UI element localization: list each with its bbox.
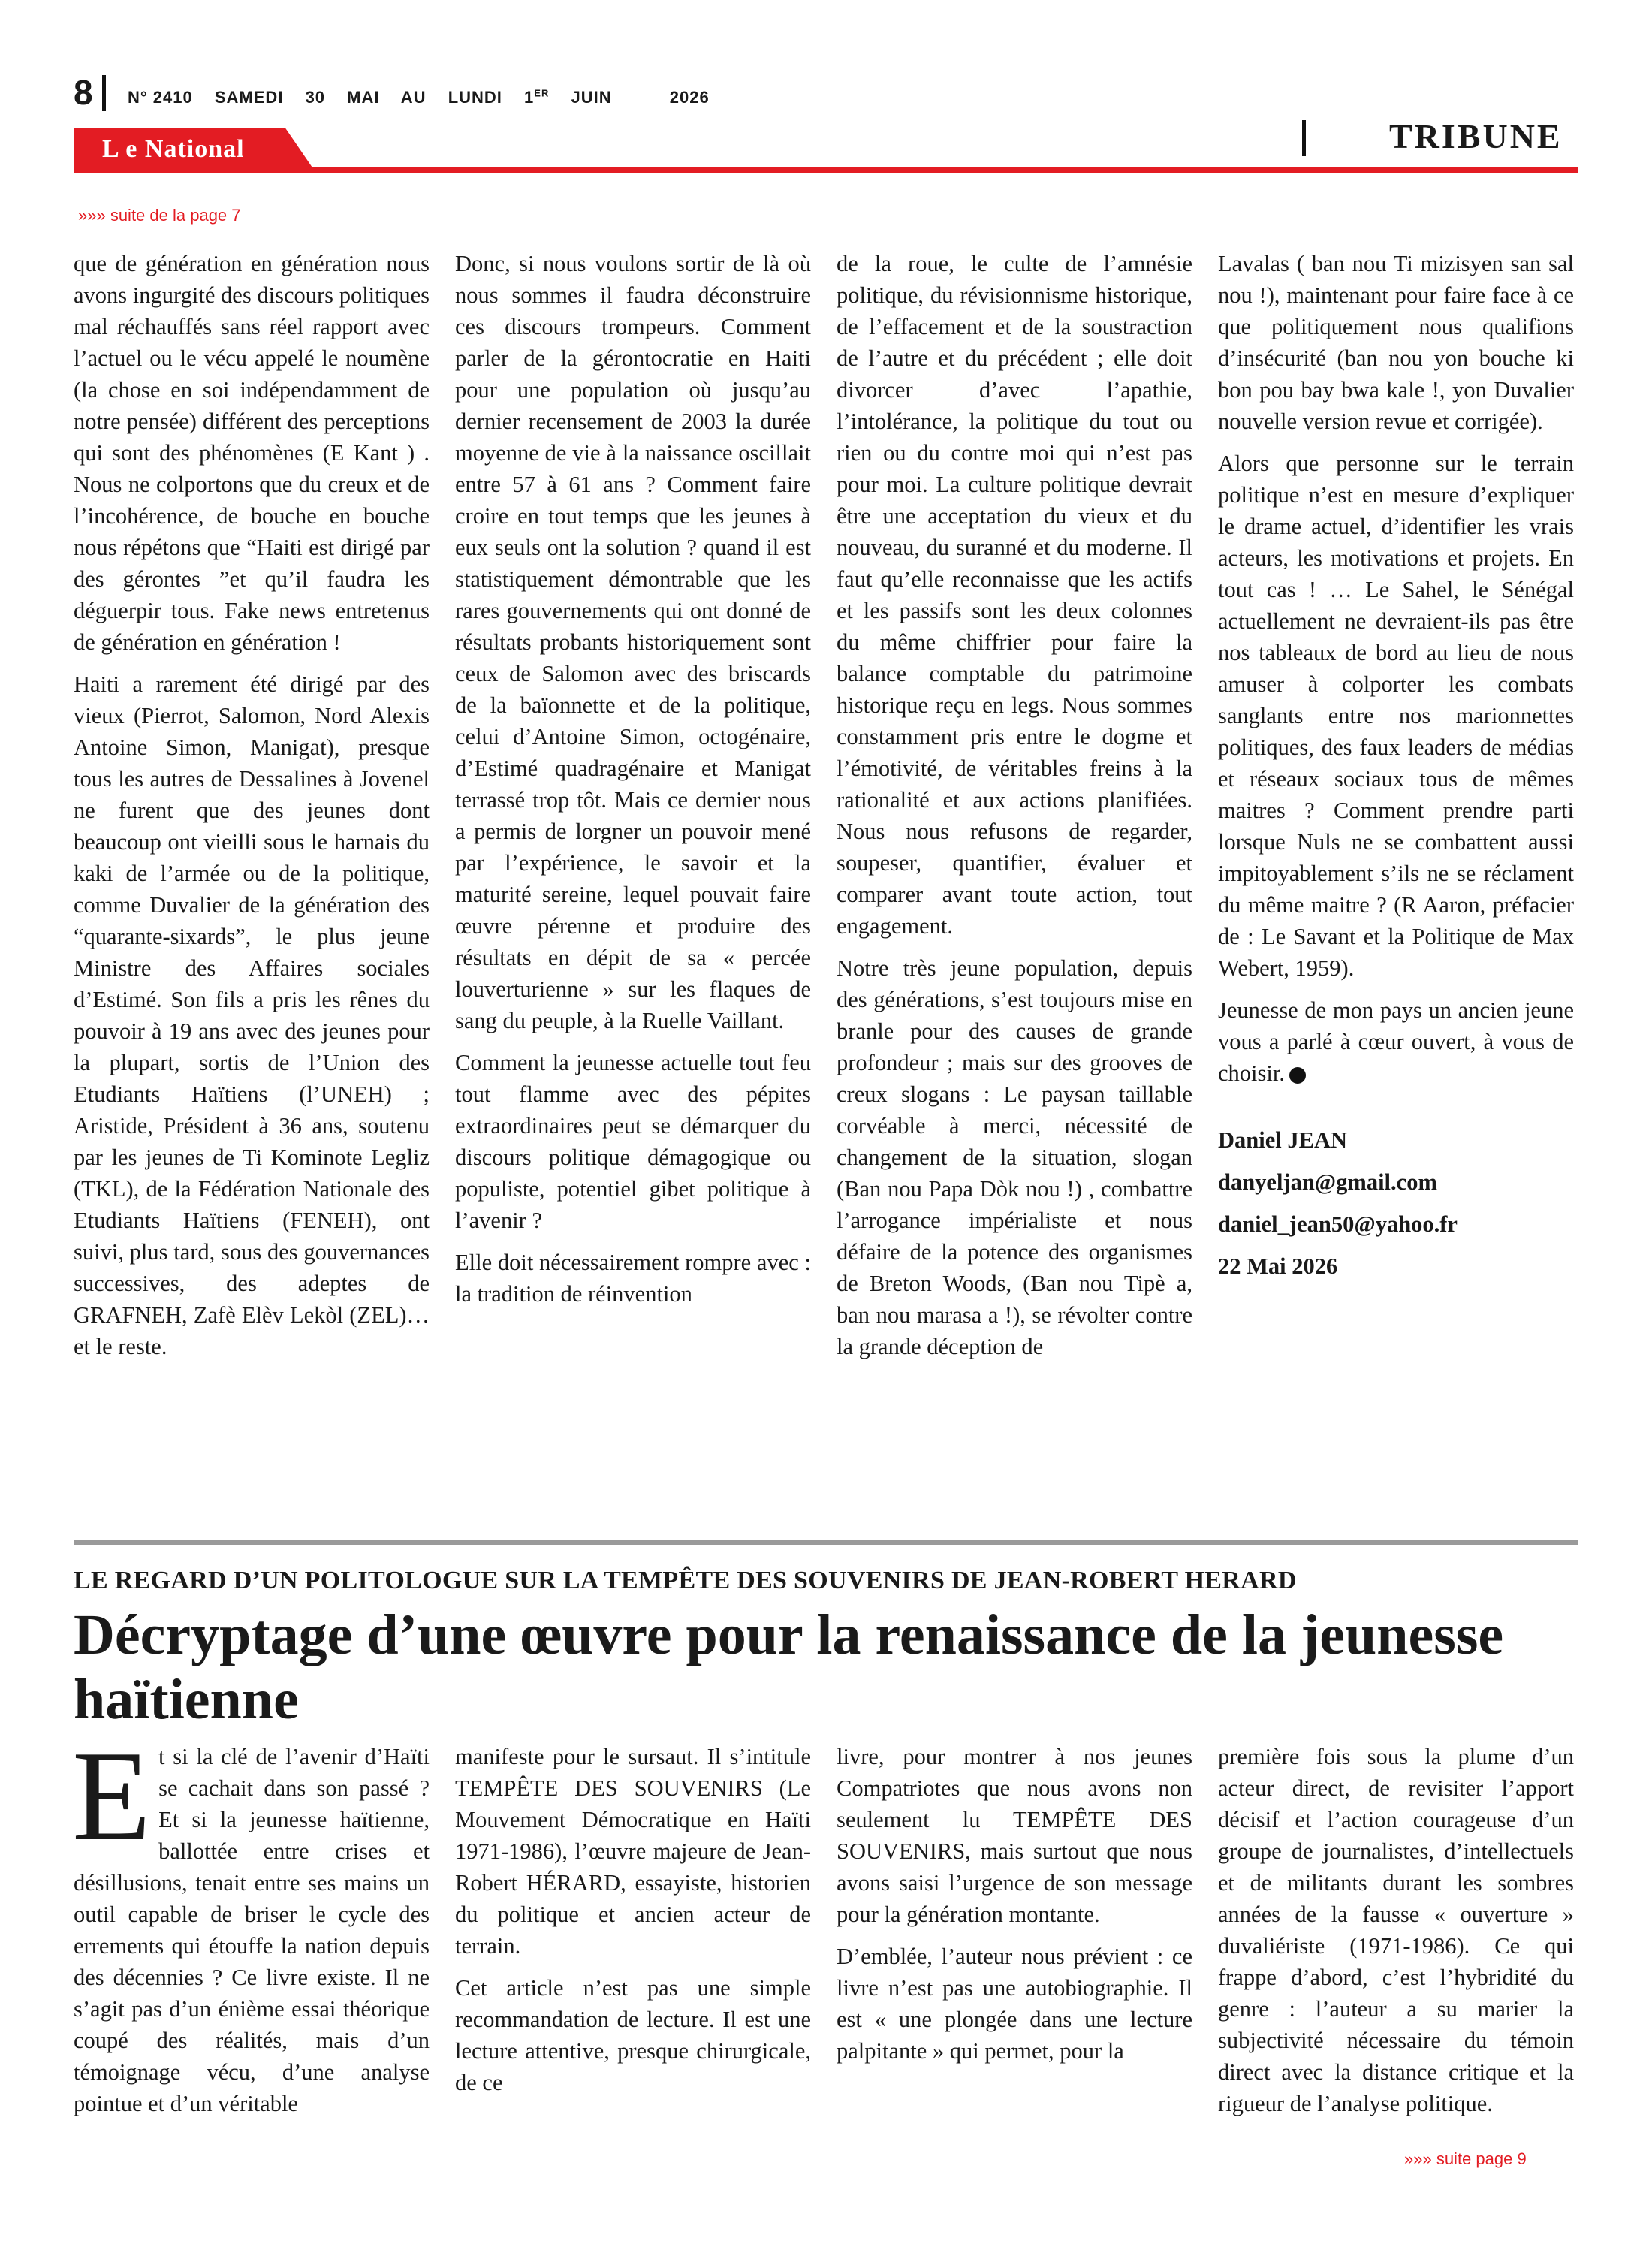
- article2-column-3: [837, 1741, 1192, 2067]
- article2-column-4: [1218, 1741, 1574, 2119]
- paragraph: D’emblée, l’auteur nous prévient : ce livre n’est pas une autobiographie. Il est « une plongée dans une lecture palpitante » qui permet, pour la: [837, 1944, 1192, 2064]
- newspaper-name[interactable]: L e National: [102, 135, 245, 163]
- paragraph: [72, 1725, 430, 2119]
- paragraph: Donc, si nous voulons sortir de là où nous sommes il faudra déconstruire ces discours trompeurs. Comment parler de la gérontocratie en Haiti pour une population où jusqu’au dernier recensement de 2003 la durée moyenne de vie à la naissance oscillait entre 57 à 61 ans ? Comment faire croire en tout temps que les jeunes à eux seuls ont la solution ? quand il est statistiquement démontrable que les rares gouvernements qui ont donné de résultats probants historiquement sont ceux de Salomon avec des briscards de la baïonnette et de la politique, celui d’Antoine Simon, octogénaire, d’Estimé quadragénaire et Manigat terrassé trop tôt. Mais ce dernier nous a permis de lorgner un pouvoir mené par l’expérience, le savoir et la maturité sereine, lequel pouvait faire œuvre pérenne et produire des résultats en dépit de sa « percée louverturienne » sur les flaques de sang du peuple, à la Ruelle Vaillant.: [455, 251, 811, 1033]
- day-from: SAMEDI: [214, 88, 284, 107]
- month-from: MAI: [347, 88, 380, 107]
- date-from: 30: [305, 88, 326, 107]
- paragraph: Comment la jeunesse actuelle tout feu tout flamme avec des pépites extraordinaires peut se démarquer du discours politique démagogique ou populiste, potentiel gibet politique à l’avenir ?: [455, 1050, 811, 1233]
- paragraph: que de génération en génération nous avons ingurgité des discours politiques mal réchauffés sans réel rapport avec l’actuel ou le vécu appelé le noumène (la chose en soi indépendamment de notre pensée) différent des perceptions qui sont des phénomènes (E Kant ) . Nous ne colportons que du creux et de l’incohérence, de bouche en bouche nous répétons que “Haiti est dirigé par des gérontes ”et qu’il faudra les déguerpir tous. Fake news entretenus de génération en génération !: [74, 251, 430, 655]
- date-to: 1ER: [524, 88, 550, 107]
- author-name: Daniel JEAN: [1218, 1127, 1347, 1153]
- article-separator: [74, 1540, 1578, 1545]
- article2-column-1: [72, 1725, 430, 2119]
- article2-kicker: LE REGARD D’UN POLITOLOGUE SUR LA TEMPÊTE DES SOUVENIRS DE JEAN-ROBERT HERARD: [74, 1567, 1297, 1594]
- article1-column-3: [837, 248, 1192, 1362]
- article1-column-1: [74, 248, 430, 1362]
- date-to-suffix: ER: [534, 88, 550, 99]
- article2-column-2: [455, 1741, 811, 2098]
- paragraph: [1218, 994, 1574, 1089]
- year: 2026: [669, 88, 710, 107]
- article1-column-2: [455, 248, 811, 1310]
- page-number: 8: [74, 73, 93, 112]
- end-of-article-icon: [1289, 1067, 1306, 1084]
- author-email-1[interactable]: danyeljan@gmail.com: [1218, 1169, 1437, 1195]
- paragraph: de la roue, le culte de l’amnésie politique, du révisionnisme historique, de l’effacement et de la soustraction de l’autre et du précédent ; elle doit divorcer d’avec l’apathie, l’intolérance, la politique du tout ou rien ou du contre moi qui n’est pas pour moi. La culture politique devrait être une acceptation du vieux et du nouveau, du suranné et du moderne. Il faut qu’elle reconnaisse que les actifs et les passifs sont les deux colonnes du même chiffrier pour faire la balance comptable du patrimoine historique reçu en legs. Nous sommes constamment pris entre le dogme et l’émotivité, de véritables freins à la rationalité et aux actions planifiées. Nous nous refusons de regarder, soupeser, quantifier, évaluer et comparer avant toute action, tout engagement.: [837, 251, 1192, 939]
- closing-line: Jeunesse de mon pays un ancien jeune vous a parlé à cœur ouvert, à vous de choisir.: [1218, 997, 1574, 1086]
- section-divider: [1302, 120, 1306, 156]
- article2-headline: Décryptage d’une œuvre pour la renaissance de la jeunesse haïtienne: [74, 1603, 1504, 1731]
- paragraph: livre, pour montrer à nos jeunes Compatriotes que nous avons non seulement lu TEMPÊTE DES SOUVENIRS, mais surtout que nous avons saisi l’urgence de son message pour la génération montante.: [837, 1744, 1192, 1927]
- drop-cap: E: [72, 1725, 152, 1868]
- author-email-2[interactable]: daniel_jean50@yahoo.fr: [1218, 1211, 1458, 1237]
- paragraph: Alors que personne sur le terrain politique n’est en mesure d’expliquer le drame actuel, d’identifier les vrais acteurs, les motivations et projets. En tout cas ! … Le Sahel, le Sénégal actuellement ne devraient-ils pas être nos tableaux de bord au lieu de nous amuser à colporter les combats sanglants entre nos marionnettes politiques, des faux leaders de médias et réseaux sociaux tous de mêmes maitres ? Comment prendre parti lorsque Nuls ne se combattent aussi impitoyablement s’ils ne se réclament du même maitre ? (R Aaron, préfacier de : Le Savant et la Politique de Max Webert, 1959).: [1218, 451, 1574, 981]
- issue-number: N° 2410: [128, 88, 193, 107]
- header-rule: [74, 167, 1578, 173]
- continued-to-link[interactable]: »»» suite page 9: [1404, 2149, 1527, 2168]
- header-divider: [102, 75, 106, 111]
- month-to: JUIN: [571, 88, 612, 107]
- paragraph: manifeste pour le sursaut. Il s’intitule TEMPÊTE DES SOUVENIRS (Le Mouvement Démocratique en Haïti 1971-1986), l’œuvre majeure de Jean-Robert HÉRARD, essayiste, historien du politique et ancien acteur de terrain.: [455, 1744, 811, 1959]
- issue-line: [128, 88, 726, 107]
- paragraph: Cet article n’est pas une simple recommandation de lecture. Il est une lecture attentive, presque chirurgicale, de ce: [455, 1975, 811, 2095]
- article1-column-4: [1218, 248, 1574, 1287]
- continued-from-link[interactable]: »»» suite de la page 7: [78, 206, 241, 225]
- paragraph: première fois sous la plume d’un acteur direct, de revisiter l’apport décisif et l’action courageuse d’un groupe de journalistes, d’intellectuels et de militants durant les sombres années de la fausse « ouverture » duvaliériste (1971-1986). Ce qui frappe d’abord, c’est l’hybridité du genre : l’auteur a su marier la subjectivité nécessaire du témoin direct avec la distance critique et la rigueur de l’analyse politique.: [1218, 1744, 1574, 2116]
- paragraph: Lavalas ( ban nou Ti mizisyen san sal nou !), maintenant pour faire face à ce que politiquement nous qualifions d’insécurité (ban nou yon bouche ki bon pou bay bwa kale !, yon Duvalier nouvelle version revue et corrigée).: [1218, 251, 1574, 434]
- day-to: LUNDI: [448, 88, 502, 107]
- paragraph-text: t si la clé de l’avenir d’Haïti se cachait dans son passé ? Et si la jeunesse haïtienne, ballottée entre crises et désillusions, tenait entre ses mains un outil capable de briser le cycle des errements qui étouffe la nation depuis des décennies ? Ce livre existe. Il ne s’agit pas d’un énième essai théorique coupé des réalités, mais d’un témoignage vécu, d’une analyse pointue et d’un véritable: [74, 1744, 430, 2116]
- paragraph: Elle doit nécessairement rompre avec : la tradition de réinvention: [455, 1250, 811, 1307]
- section-name: TRIBUNE: [1389, 117, 1563, 155]
- date-connector: AU: [400, 88, 427, 107]
- article-date: 22 Mai 2026: [1218, 1253, 1338, 1279]
- paragraph: Haiti a rarement été dirigé par des vieux (Pierrot, Salomon, Nord Alexis Antoine Simon, Manigat), presque tous les autres de Dessalines à Jovenel ne furent que des jeunes dont beaucoup ont vieilli sous le harnais du kaki de l’armée ou de la politique, comme Duvalier de la génération des “quarante-sixards”, le plus jeune Ministre des Affaires sociales d’Estimé. Son fils a pris les rênes du pouvoir à 19 ans avec des jeunes pour la plupart, sortis de l’Union des Etudiants Haïtiens (l’UNEH) ; Aristide, Président à 36 ans, soutenu par les jeunes de Ti Kominote Legliz (TKL), de la Fédération Nationale des Etudiants Haïtiens (FENEH), ont suivi, plus tard, sous des gouvernances successives, des adeptes de GRAFNEH, Zafè Elèv Lekòl (ZEL)… et le reste.: [74, 671, 430, 1359]
- paragraph: Notre très jeune population, depuis des générations, s’est toujours mise en branle pour des causes de grande profondeur ; mais sur des grooves de creux slogans : Le paysan taillable corvéable à merci, nécessité de changement de la situation, slogan (Ban nou Papa Dòk nou !) , combattre l’arrogance impérialiste et nous défaire de la potence des organismes de Breton Woods, (Ban nou Tipè a, ban nou marasa a !), se révolter contre la grande déception de: [837, 955, 1192, 1359]
- author-signature: [1218, 1119, 1574, 1287]
